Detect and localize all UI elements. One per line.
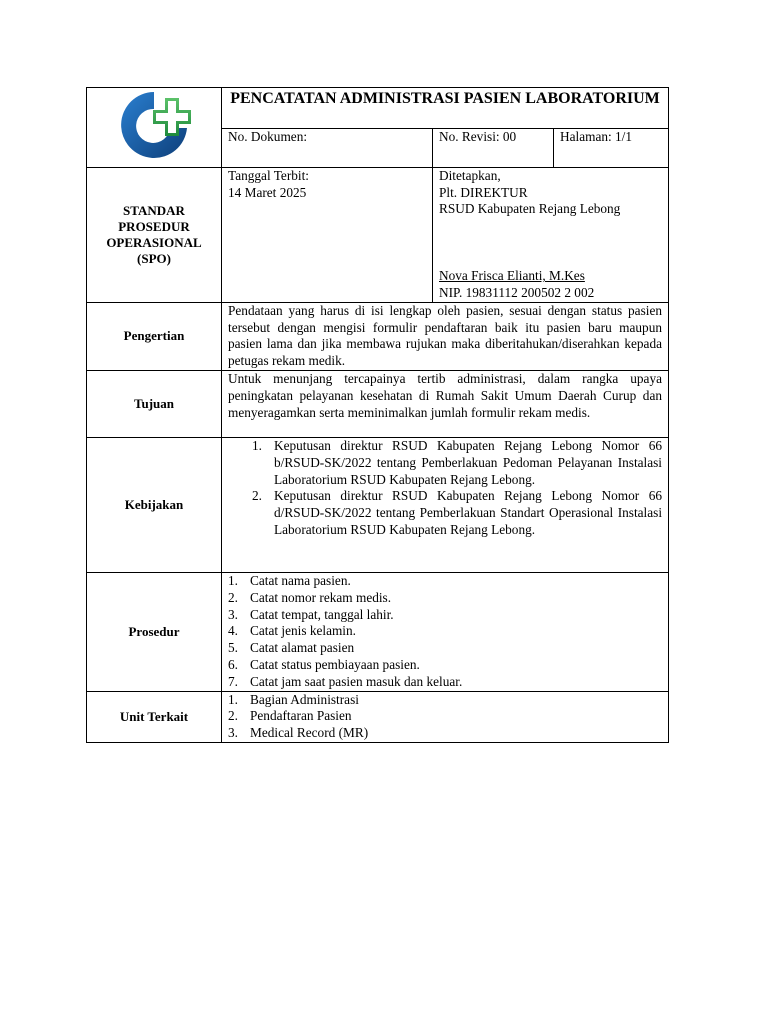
pengesahan-cell [433,167,669,302]
ditetapkan-text: Ditetapkan, [439,167,501,183]
logo-cell [87,88,222,168]
list-item [228,725,662,742]
list-item-number: 1. [228,572,238,588]
kebijakan-list [228,438,662,539]
list-item-number: 3. [228,725,238,741]
jabatan-text: Plt. DIREKTUR [439,184,528,200]
unit-terkait-cell [222,691,669,742]
list-item-text: Catat nomor rekam medis. [250,589,392,605]
list-item-number: 1. [228,691,238,707]
list-item [228,708,662,725]
list-item-text: Catat status pembiayaan pasien. [250,656,420,672]
spo-document-table [86,87,669,743]
pengertian-label: Pengertian [87,302,222,370]
prosedur-list [228,573,662,691]
tanggal-terbit-value: 14 Maret 2025 [228,184,307,200]
list-item-text: Catat alamat pasien [250,640,355,656]
list-item [228,674,662,691]
tanggal-terbit-cell [222,167,433,302]
spo-label: STANDAR PROSEDUR OPERASIONAL (SPO) [87,167,222,302]
hospital-logo-icon [115,88,193,162]
unit-terkait-label: Unit Terkait [87,691,222,742]
list-item-text: Catat tempat, tanggal lahir. [250,606,394,622]
pengertian-text: Pendataan yang harus di isi lengkap oleh pasien, sesuai dengan status pasien tersebut dengan mengisi formulir pendaftaran baik itu pasien baru maupun pasien lama dan jika membawa rujukan maka diberitahukan/diserahkan kepada petugas rekam medik. [222,302,669,370]
document-title: PENCATATAN ADMINISTRASI PASIEN LABORATORIUM [222,88,669,129]
list-item-text: Pendaftaran Pasien [250,708,352,724]
list-item-number: 2. [228,708,238,724]
list-item [228,607,662,624]
list-item-number: 7. [228,673,238,689]
list-item [228,590,662,607]
prosedur-label: Prosedur [87,572,222,691]
list-item [228,640,662,657]
tujuan-text: Untuk menunjang tercapainya tertib administrasi, dalam rangka upaya peningkatan pelayanan kesehatan di Rumah Sakit Umum Daerah Curup dan menyeragamkan serta meminimalkan jumlah formulir rekam medis. [222,370,669,437]
list-item-text: Catat jenis kelamin. [250,623,356,639]
kebijakan-label: Kebijakan [87,437,222,572]
list-item-text: Medical Record (MR) [250,725,369,741]
kebijakan-cell [222,437,669,572]
halaman: Halaman: 1/1 [554,129,669,167]
signatory-name: Nova Frisca Elianti, M.Kes [439,268,585,284]
list-item-number: 5. [228,640,238,656]
list-item [228,692,662,709]
list-item-number: 2. [252,488,262,504]
list-item [228,573,662,590]
list-item-text: Catat jam saat pasien masuk dan keluar. [250,673,463,689]
no-dokumen: No. Dokumen: [222,129,433,167]
tanggal-terbit-label: Tanggal Terbit: [228,167,309,183]
list-item-number: 3. [228,606,238,622]
list-item-number: 4. [228,623,238,639]
prosedur-cell [222,572,669,691]
unit-terkait-list [228,692,662,742]
list-item-text: Keputusan direktur RSUD Kabupaten Rejang Lebong Nomor 66 d/RSUD-SK/2022 tentang Pemberlakuan Standart Operasional Instalasi Laboratorium RSUD Kabupaten Rejang Lebong. [274,488,663,537]
list-item-text: Bagian Administrasi [250,691,359,707]
instansi-text: RSUD Kabupaten Rejang Lebong [439,201,621,217]
list-item [228,623,662,640]
list-item [252,438,662,488]
list-item-text: Catat nama pasien. [250,572,351,588]
list-item-number: 6. [228,656,238,672]
list-item-number: 2. [228,589,238,605]
no-revisi: No. Revisi: 00 [433,129,554,167]
list-item [252,488,662,538]
list-item [228,657,662,674]
signatory-nip: NIP. 19831112 200502 2 002 [439,285,595,300]
tujuan-label: Tujuan [87,370,222,437]
list-item-text: Keputusan direktur RSUD Kabupaten Rejang Lebong Nomor 66 b/RSUD-SK/2022 tentang Pemberlakuan Pedoman Pelayanan Instalasi Laboratorium RSUD Kabupaten Rejang Lebong. [274,437,663,487]
list-item-number: 1. [252,437,262,453]
